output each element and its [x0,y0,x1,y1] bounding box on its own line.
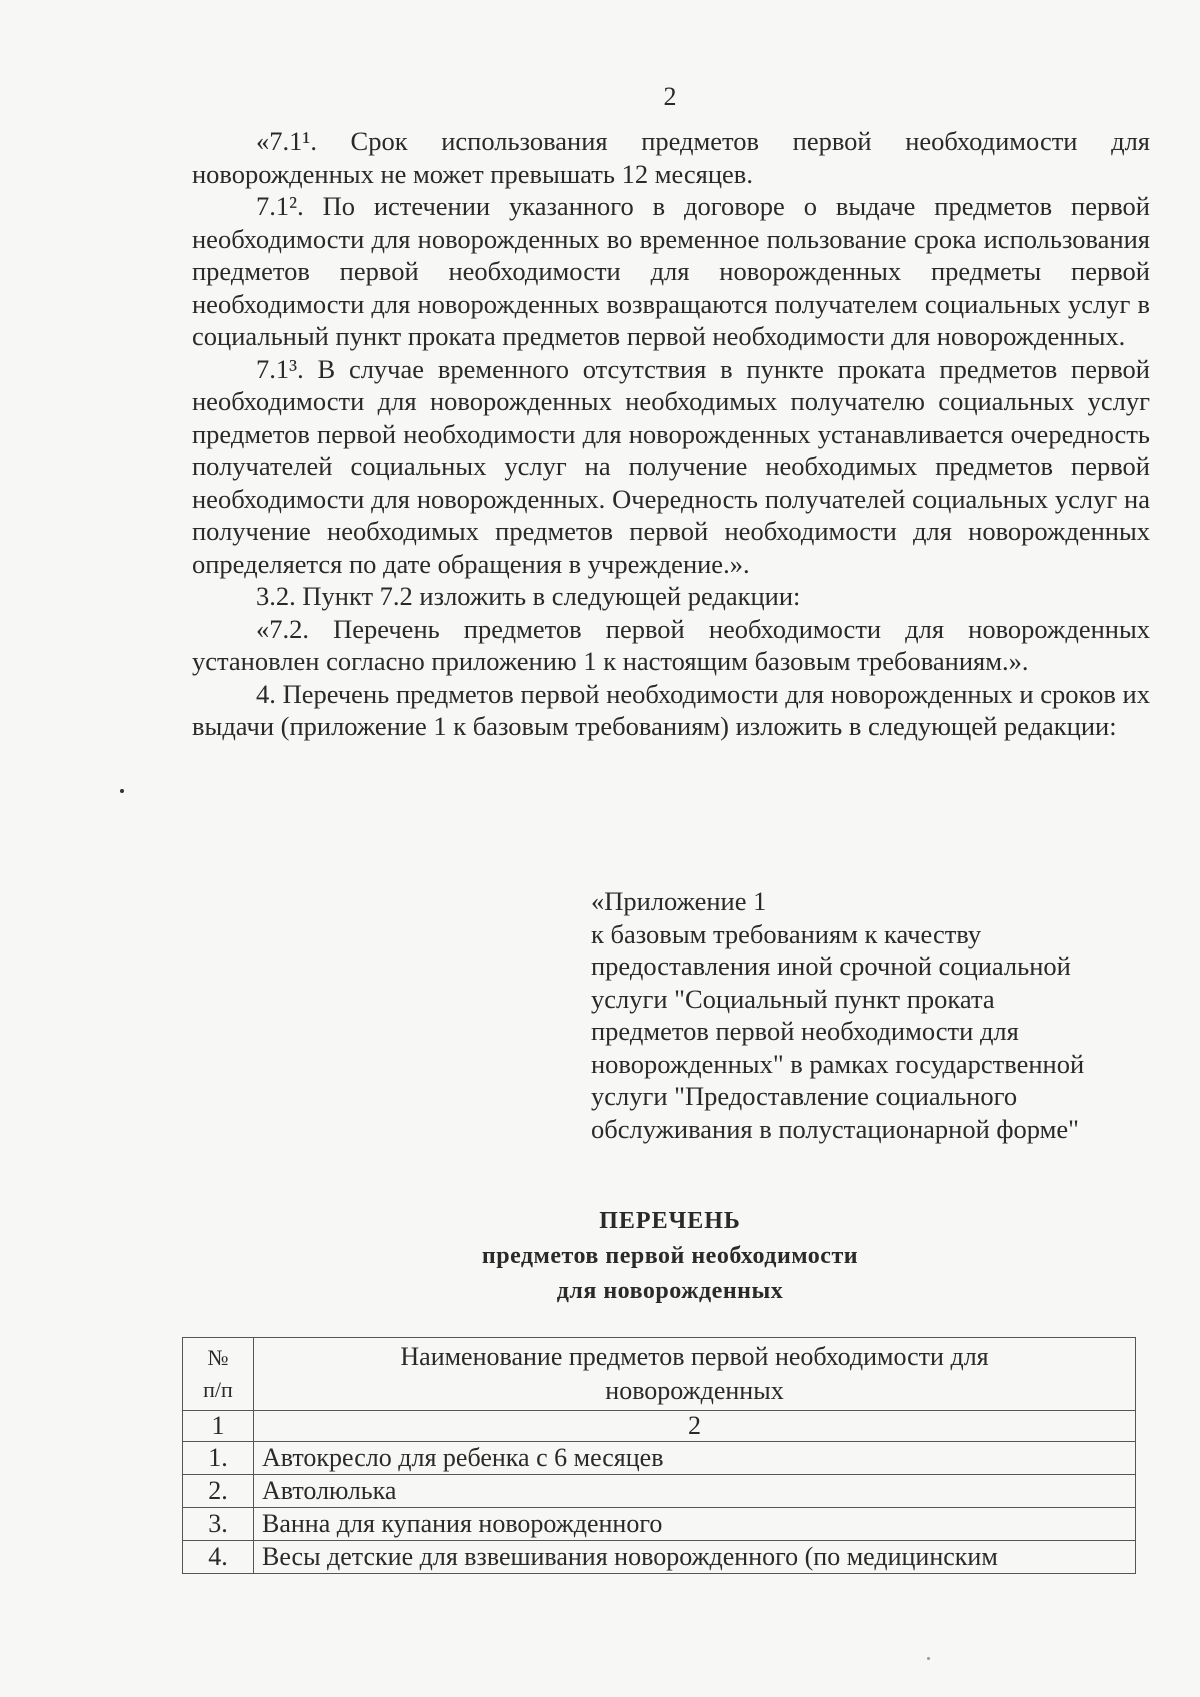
paragraph-7-2: «7.2. Перечень предметов первой необходимости для новорожденных установлен согласно приложению 1 к настоящим базовым требованиям.». [192,613,1150,676]
appendix-line: обслуживания в полустационарной форме" [591,1113,1079,1144]
appendix-line: услуги "Предоставление социального [591,1081,1018,1111]
row-name: Автолюлька [254,1475,1136,1508]
header-num-cell [183,1338,254,1411]
index-cell: 2 [254,1411,1136,1442]
header-num-line: № [207,1345,229,1370]
row-num: 3. [183,1508,254,1541]
list-subtitle: предметов первой необходимости [481,1243,859,1269]
header-num-line: п/п [203,1377,233,1402]
scan-speck [927,1657,930,1660]
scan-speck [120,789,124,793]
row-num: 4. [183,1541,254,1574]
table-row [183,1508,1136,1541]
appendix-line: к базовым требованиям к качеству [591,918,982,949]
paragraph-7-1-3: 7.1³. В случае временного отсутствия в пункте проката предметов первой необходимости для новорожденных необходимых получателю социальных услуг предметов первой необходимости для новорожденных устанавливается очередность получателей социальных услуг на получение необходимых предметов первой необходимости для новорожденных. Очередность получателей социальных услуг на получение необходимых предметов первой необходимости для новорожденных определяется по дате обращения в учреждение.». [192,353,1150,579]
row-name: Автокресло для ребенка с 6 месяцев [254,1442,1136,1475]
appendix-line: предметов первой необходимости для [591,1016,1019,1046]
page-number: 2 [663,82,677,111]
table-row [183,1475,1136,1508]
paragraph-7-1-2: 7.1². По истечении указанного в договоре о выдаче предметов первой необходимости для новорожденных во временное пользование срока использования предметов первой необходимости для новорожденных предметы первой необходимости для новорожденных возвращаются получателем социальных услуг в социальный пункт проката предметов первой необходимости для новорожденных. [192,191,1150,351]
body-text [192,125,1150,743]
paragraph-4: 4. Перечень предметов первой необходимости для новорожденных и сроков их выдачи (приложение 1 к базовым требованиям) изложить в следующей редакции: [192,678,1150,741]
list-subtitle-2: для новорожденных [556,1278,784,1304]
appendix-line: услуги "Социальный пункт проката [591,983,995,1014]
paragraph-7-1-1: «7.1¹. Срок использования предметов первой необходимости для новорожденных не может превышать 12 месяцев. [192,126,1150,189]
row-name: Весы детские для взвешивания новорожденного (по медицинским [254,1541,1136,1574]
header-name-line: новорожденных [605,1376,784,1405]
appendix-line: предоставления иной срочной социальной [591,951,1071,981]
table-index-row [183,1411,1136,1442]
header-name-line: Наименование предметов первой необходимости для [400,1342,989,1371]
header-name-cell [254,1338,1136,1411]
list-title: ПЕРЕЧЕНЬ [599,1208,741,1234]
items-table [182,1337,1136,1574]
paragraph-3-2: 3.2. Пункт 7.2 изложить в следующей редакции: [256,581,801,611]
table-row [183,1541,1136,1574]
row-num: 1. [183,1442,254,1475]
row-name: Ванна для купания новорожденного [254,1508,1136,1541]
appendix-line: «Приложение 1 [591,886,767,916]
appendix-line: новорожденных" в рамках государственной [591,1048,1085,1079]
appendix-reference [591,885,1151,1145]
table-header-row [183,1338,1136,1411]
table-row [183,1442,1136,1475]
index-cell: 1 [183,1411,254,1442]
row-num: 2. [183,1475,254,1508]
